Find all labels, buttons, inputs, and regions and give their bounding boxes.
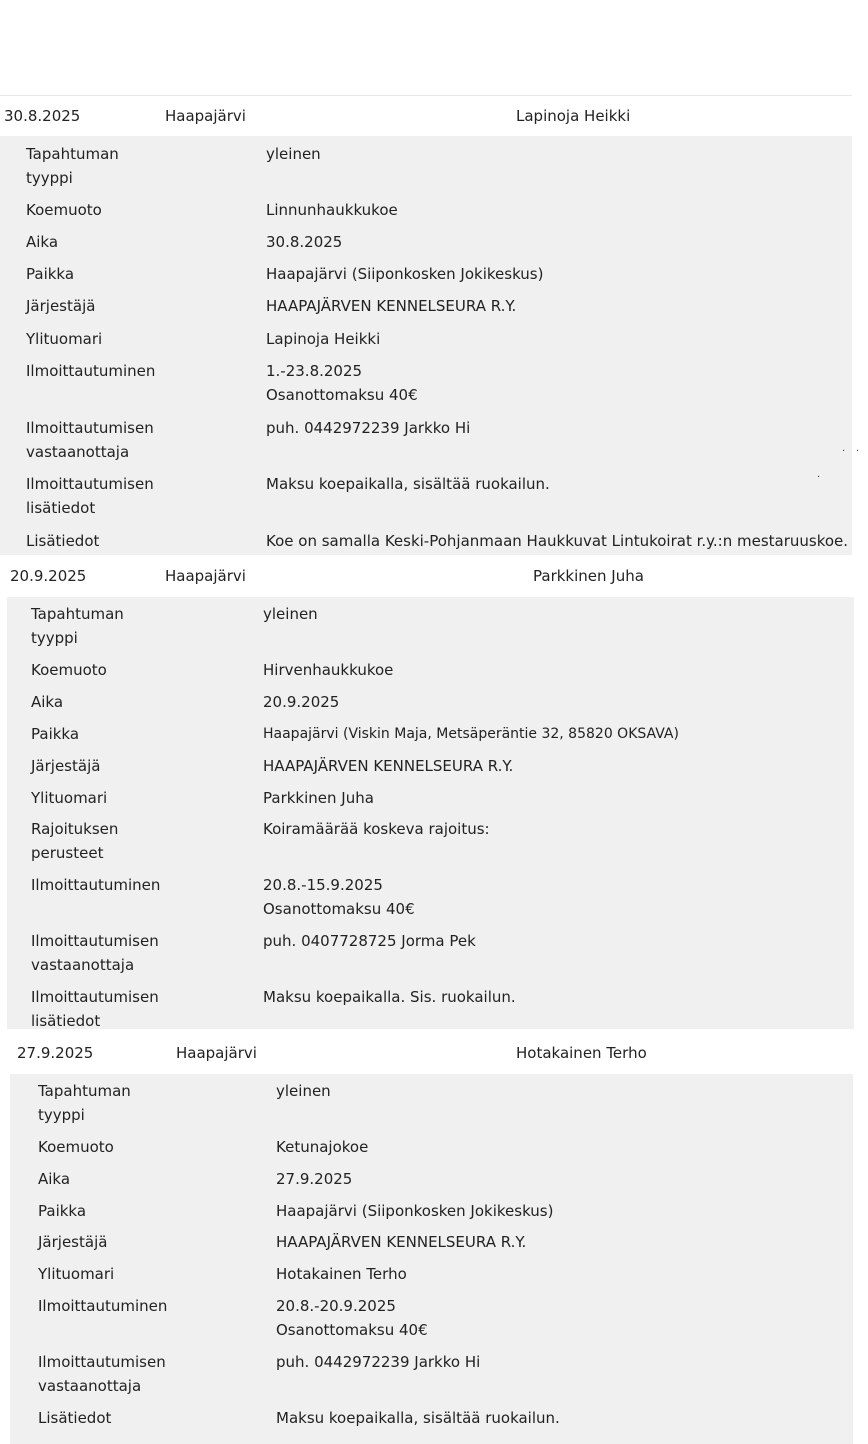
detail-value xyxy=(263,658,393,682)
detail-value xyxy=(263,817,490,841)
detail-label: Tapahtuman tyyppi xyxy=(26,145,119,187)
detail-value xyxy=(266,262,543,286)
detail-value-line: 27.9.2025 xyxy=(276,1170,353,1188)
event-judge: Parkkinen Juha xyxy=(533,567,644,585)
event-date: 27.9.2025 xyxy=(17,1044,94,1062)
detail-value xyxy=(276,1135,368,1159)
detail-value-line: HAAPAJÄRVEN KENNELSEURA R.Y. xyxy=(276,1233,527,1251)
detail-label: Järjestäjä xyxy=(26,297,96,315)
detail-value xyxy=(263,929,476,953)
event-details xyxy=(10,1074,853,1444)
detail-value-line: Parkkinen Juha xyxy=(263,789,374,807)
detail-value-line: Linnunhaukkukoe xyxy=(266,201,398,219)
event-card xyxy=(0,96,868,550)
detail-label: Ilmoittautumisen vastaanottaja xyxy=(31,932,159,974)
detail-label: Paikka xyxy=(38,1202,87,1220)
detail-label: Ilmoittautuminen xyxy=(26,362,156,380)
event-date: 30.8.2025 xyxy=(4,107,81,125)
detail-value xyxy=(263,786,374,810)
detail-label: Koemuoto xyxy=(26,201,102,219)
detail-label: Ylituomari xyxy=(31,789,108,807)
detail-value-line: Lapinoja Heikki xyxy=(266,330,381,348)
detail-value-line: Koe on samalla Keski-Pohjanmaan Haukkuvat Lintukoirat r.y.:n mestaruuskoe. xyxy=(266,532,849,550)
detail-label: Ylituomari xyxy=(26,330,103,348)
detail-value xyxy=(263,754,513,778)
detail-value-line: Haapajärvi (Siiponkosken Jokikeskus) xyxy=(276,1202,554,1220)
detail-value-line: yleinen xyxy=(263,605,318,623)
detail-value-line: Hirvenhaukkukoe xyxy=(263,661,394,679)
detail-value xyxy=(276,1199,553,1223)
event-header[interactable] xyxy=(0,1033,868,1073)
detail-value xyxy=(276,1230,526,1254)
detail-value xyxy=(263,690,339,714)
detail-value xyxy=(266,359,418,407)
top-blank-area xyxy=(0,0,852,96)
detail-value xyxy=(263,985,516,1009)
detail-value xyxy=(276,1406,560,1430)
event-details xyxy=(0,136,852,555)
detail-value-line: Maksu koepaikalla, sisältää ruokailun. xyxy=(276,1409,560,1427)
detail-label: Järjestäjä xyxy=(31,757,101,775)
detail-label: Lisätiedot xyxy=(38,1409,112,1427)
detail-value-line: Osanottomaksu 40€ xyxy=(276,1321,428,1339)
detail-value-line: puh. 0442972239 Jarkko Hi xyxy=(266,419,471,437)
detail-value xyxy=(266,327,380,351)
detail-label: Järjestäjä xyxy=(38,1233,108,1251)
detail-value xyxy=(276,1167,352,1191)
detail-value xyxy=(263,602,318,626)
detail-label: Aika xyxy=(31,693,64,711)
detail-label: Tapahtuman tyyppi xyxy=(31,605,124,647)
detail-label: Ilmoittautuminen xyxy=(31,876,161,894)
detail-value xyxy=(266,472,550,496)
detail-value xyxy=(276,1350,480,1374)
detail-label: Ilmoittautumisen vastaanottaja xyxy=(26,419,154,461)
detail-value-line: HAAPAJÄRVEN KENNELSEURA R.Y. xyxy=(263,757,514,775)
detail-label: Aika xyxy=(38,1170,71,1188)
detail-value-line: 30.8.2025 xyxy=(266,233,343,251)
detail-label: Rajoituksen perusteet xyxy=(31,820,119,862)
detail-label: Ilmoittautumisen vastaanottaja xyxy=(38,1353,166,1395)
detail-label: Koemuoto xyxy=(31,661,107,679)
detail-label: Aika xyxy=(26,233,59,251)
detail-label: Koemuoto xyxy=(38,1138,114,1156)
detail-value-line: Haapajärvi (Siiponkosken Jokikeskus) xyxy=(266,265,544,283)
detail-value xyxy=(266,198,398,222)
detail-value-line: Hotakainen Terho xyxy=(276,1265,407,1283)
detail-value xyxy=(266,142,321,166)
scan-mark: · xyxy=(856,446,860,457)
detail-value xyxy=(266,416,470,440)
detail-label: Paikka xyxy=(31,725,80,743)
detail-label: Paikka xyxy=(26,265,75,283)
detail-value-line: 1.-23.8.2025 xyxy=(266,362,363,380)
detail-value-line: 20.9.2025 xyxy=(263,693,340,711)
detail-label: Ilmoittautuminen xyxy=(38,1297,168,1315)
detail-value-line: Maksu koepaikalla, sisältää ruokailun. xyxy=(266,475,550,493)
detail-value xyxy=(263,722,679,746)
scan-mark: · xyxy=(817,472,821,483)
detail-value xyxy=(266,529,848,553)
detail-value-line: 20.8.-15.9.2025 xyxy=(263,876,383,894)
event-header[interactable] xyxy=(0,556,868,596)
detail-value-line: 20.8.-20.9.2025 xyxy=(276,1297,396,1315)
detail-value-line: HAAPAJÄRVEN KENNELSEURA R.Y. xyxy=(266,297,517,315)
detail-value-line: Osanottomaksu 40€ xyxy=(263,900,415,918)
detail-value-line: puh. 0442972239 Jarkko Hi xyxy=(276,1353,481,1371)
event-details xyxy=(7,597,854,1029)
detail-value-line: Maksu koepaikalla. Sis. ruokailun. xyxy=(263,988,516,1006)
detail-value xyxy=(276,1262,407,1286)
event-location: Haapajärvi xyxy=(165,107,246,125)
event-card xyxy=(0,1033,868,1427)
event-header[interactable] xyxy=(0,96,868,136)
detail-value-line: Haapajärvi (Viskin Maja, Metsäperäntie 32, 85820 OKSAVA) xyxy=(263,726,679,742)
detail-value-line: Ketunajokoe xyxy=(276,1138,369,1156)
detail-value-line: Osanottomaksu 40€ xyxy=(266,386,418,404)
detail-value xyxy=(263,873,415,921)
event-judge: Hotakainen Terho xyxy=(516,1044,647,1062)
event-location: Haapajärvi xyxy=(165,567,246,585)
detail-label: Ilmoittautumisen lisätiedot xyxy=(26,475,154,517)
event-date: 20.9.2025 xyxy=(10,567,87,585)
detail-value-line: Koiramäärää koskeva rajoitus: xyxy=(263,820,490,838)
detail-value xyxy=(266,294,516,318)
detail-label: Ylituomari xyxy=(38,1265,115,1283)
detail-label: Lisätiedot xyxy=(26,532,100,550)
scan-mark: · xyxy=(842,446,846,457)
detail-value xyxy=(276,1294,428,1342)
event-card xyxy=(0,556,868,1030)
detail-value xyxy=(266,230,342,254)
event-location: Haapajärvi xyxy=(176,1044,257,1062)
event-judge: Lapinoja Heikki xyxy=(516,107,631,125)
detail-value-line: yleinen xyxy=(266,145,321,163)
detail-label: Tapahtuman tyyppi xyxy=(38,1082,131,1124)
detail-value-line: puh. 0407728725 Jorma Pek xyxy=(263,932,476,950)
detail-value xyxy=(276,1079,331,1103)
detail-label: Ilmoittautumisen lisätiedot xyxy=(31,988,159,1030)
detail-value-line: yleinen xyxy=(276,1082,331,1100)
